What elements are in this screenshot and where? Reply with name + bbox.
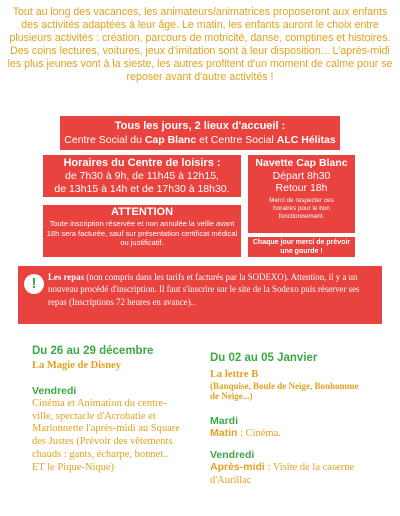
week1-heading: Du 26 au 29 décembre xyxy=(32,345,154,357)
navette-title: Navette Cap Blanc xyxy=(255,157,348,169)
repas-box xyxy=(18,266,382,324)
week2-day1-text: Matin : Cinéma. xyxy=(210,427,281,439)
horaires-line-2: de 13h15 à 14h et de 17h30 à 18h30. xyxy=(54,183,230,195)
navette-box xyxy=(248,155,355,233)
navette-retour: Retour 18h xyxy=(275,182,328,194)
exclamation-icon: ! xyxy=(24,274,44,294)
accueil-line: Centre Social du Cap Blanc et Centre Social ALC Hélitas xyxy=(64,134,336,146)
navette-note: Merci de respecter ces horaires pour le bon fonctionnement. xyxy=(269,196,334,220)
week2-heading: Du 02 au 05 Janvier xyxy=(210,352,318,364)
week1-text: Cinéma et Animation du centre-ville, spectacle d'Acrobatie et Marionnette l'après-midi au Square des Justes (Prévoir des vêtements chauds : gants, écharpe, bonnet.. ET le Pique-Nique) xyxy=(32,398,180,473)
week1-day: Vendredi xyxy=(32,385,77,397)
week2-theme: La lettre B xyxy=(210,369,259,380)
week1-theme: La Magie de Disney xyxy=(32,360,121,371)
horaires-box xyxy=(43,155,241,197)
intro-paragraph: Tout au long des vacances, les animateurs/animatrices proposeront aux enfants des activités adaptées à leur âge. Le matin, les enfants auront le choix entre plusieurs activités : création, parcours de motricité, danse, comptines et histoires. Des coins lectures, voitures, jeux d'imitation sont à leur disposition... L'après-midi les plus jeunes vont à la sieste, les autres profitent d'un moment de calme pour se reposer avant d'autre activités ! xyxy=(7,6,393,83)
navette-depart: Départ 8h30 xyxy=(272,169,331,182)
week2-theme-sub: (Banquise, Boule de Neige, Bonhomme de Neige...) xyxy=(210,381,359,401)
attention-text: Toute inscription réservée et non annulée la veille avant 18h sera facturée, sauf sur présentation certificat médical ou justificatif. xyxy=(46,219,238,247)
week2-day2: Vendredi xyxy=(210,449,255,461)
attention-box xyxy=(43,205,241,257)
gourde-text: Chaque jour merci de prévoir une gourde ! xyxy=(252,239,351,255)
week2-day1: Mardi xyxy=(210,415,239,427)
attention-title: ATTENTION xyxy=(110,206,174,218)
accueil-box xyxy=(60,116,340,150)
horaires-title: Horaires du Centre de loisirs : xyxy=(63,157,221,169)
gourde-box xyxy=(248,237,355,257)
week2-day2-text: Après-midi : Visite de la caserne d'Aurillac xyxy=(210,461,355,486)
repas-text: Les repas (non compris dans les tarifs et facturés par la SODEXO). Attention, il y a un nouveau procédé d'inscription. Il faut s'inscrire sur le site de la Sodexo puis réserver ses repas (Inscriptions 72 heures en avance).. xyxy=(48,272,360,307)
accueil-title: Tous les jours, 2 lieux d'accueil : xyxy=(114,120,286,132)
horaires-line-1: de 7h30 à 9h, de 11h45 à 12h15, xyxy=(65,170,219,182)
